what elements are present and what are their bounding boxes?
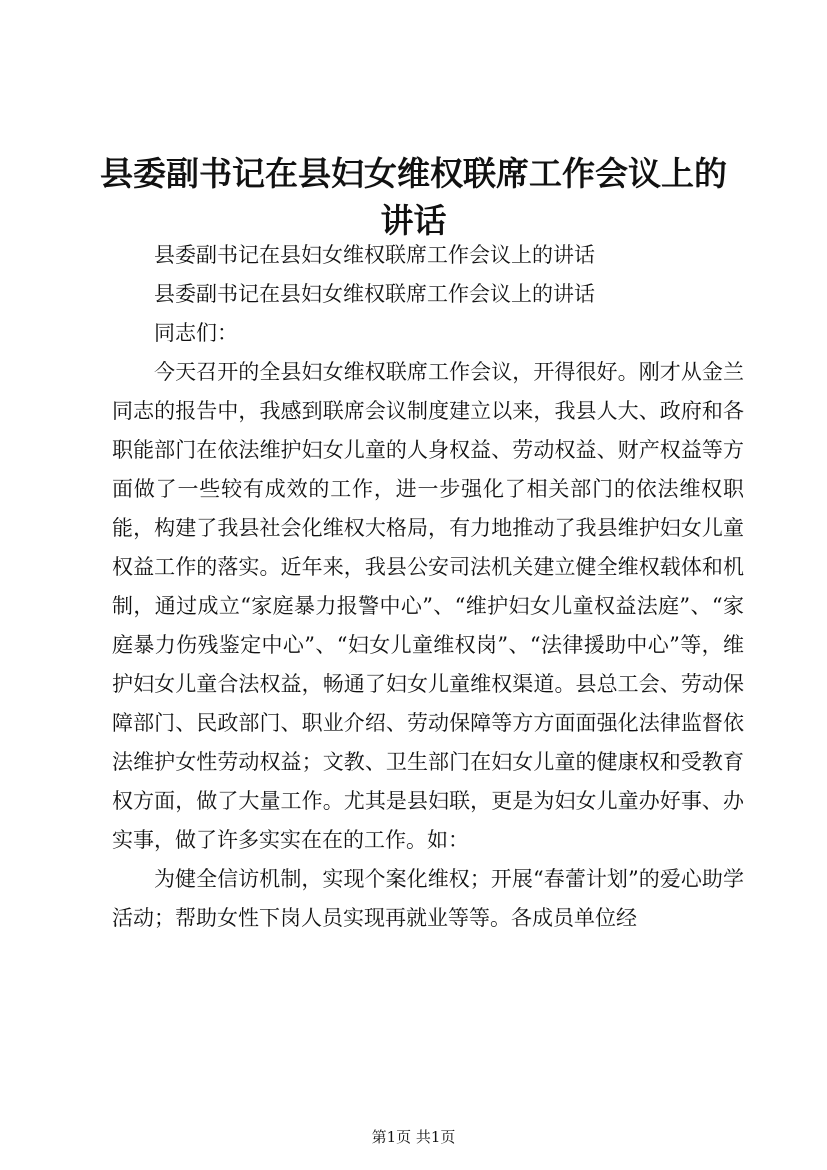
- paragraph-subtitle-2: 县委副书记在县妇女维权联席工作会议上的讲话: [154, 282, 595, 306]
- paragraph-subtitle-1: 县委副书记在县妇女维权联席工作会议上的讲话: [154, 243, 595, 267]
- paragraph-main: 今天召开的全县妇女维权联席工作会议，开得很好。刚才从金兰同志的报告中，我感到联席会议制度建立以来，我县人大、政府和各职能部门在依法维护妇女儿童的人身权益、劳动权益、财产权益等方面做了一些较有成效的工作，进一步强化了相关部门的依法维权职能，构建了我县社会化维权大格局，有力地推动了我县维护妇女儿童权益工作的落实。近年来，我县公安司法机关建立健全维权载体和机制，通过成立“家庭暴力报警中心”、“维护妇女儿童权益法庭”、“家庭暴力伤残鉴定中心”、“妇女儿童维权岗”、“法律援助中心”等，维护妇女儿童合法权益，畅通了妇女儿童维权渠道。县总工会、劳动保障部门、民政部门、职业介绍、劳动保障等方方面面强化法律监督依法维护女性劳动权益；文教、卫生部门在妇女儿童的健康权和受教育权方面，做了大量工作。尤其是县妇联，更是为妇女儿童办好事、办实事，做了许多实实在在的工作。如：: [112, 360, 744, 852]
- document-title: 县委副书记在县妇女维权联席工作会议上的讲话: [100, 154, 727, 240]
- paragraph-continuation: 为健全信访机制，实现个案化维权；开展“春蕾计划”的爱心助学活动；帮助女性下岗人员实现再就业等等。各成员单位经: [112, 867, 744, 930]
- paragraph-salutation: 同志们：: [154, 321, 238, 345]
- document-body: [112, 236, 744, 938]
- page-footer: 第1页 共1页: [371, 1128, 456, 1146]
